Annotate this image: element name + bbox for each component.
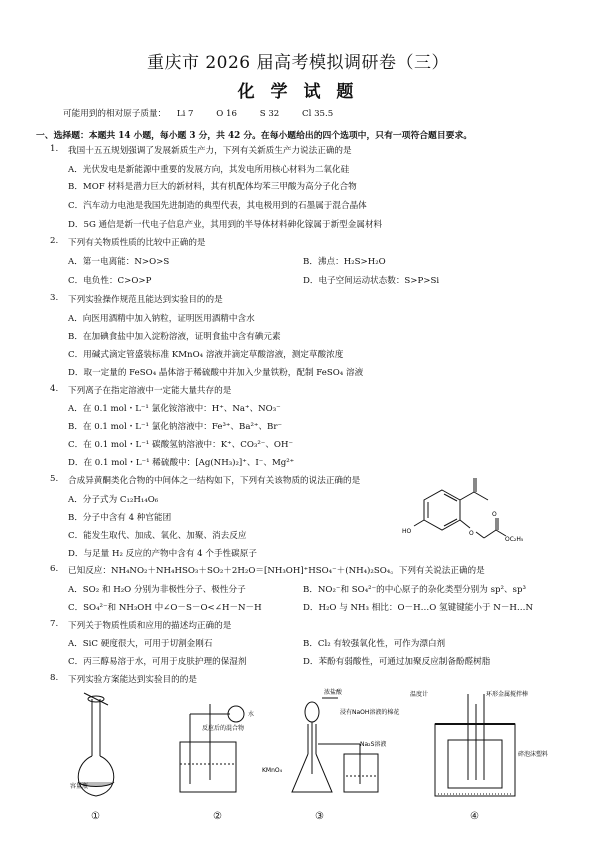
figure-number-4: ④ (470, 811, 479, 822)
q2-option-b: B．沸点：H₂S>H₂O (303, 257, 386, 267)
mass-cl: Cl 35.5 (302, 109, 334, 119)
label-naoh-cotton: 浸有NaOH溶液的棉花 (340, 709, 400, 716)
q2-number: 2. (50, 236, 59, 246)
q7-option-c: C．丙三醇易溶于水，可用于皮肤护理的保湿剂 (68, 657, 247, 667)
label-stirrer: 环形金属搅拌棒 (486, 691, 529, 698)
q7-option-d: D．苯酚有弱酸性，可通过加聚反应制备酚醛树脂 (303, 657, 491, 667)
label-volumetric-flask: 容量瓶 (70, 783, 89, 790)
q1-option-b: B．MOF 材料是潜力巨大的新材料，其有机配体均苯三甲酸为高分子化合物 (68, 182, 357, 192)
q6-option-d: D．H₂O 与 NH₃ 相比：O－H…O 氢键键能小于 N－H…N (303, 603, 534, 613)
q6-option-a: A．SO₂ 和 H₂O 分别为非极性分子、极性分子 (68, 585, 246, 595)
mass-li: Li 7 (176, 109, 194, 119)
figure-number-3: ③ (315, 811, 324, 822)
q4-option-c: C．在 0.1 mol・L⁻¹ 碳酸氢钠溶液中：K⁺、CO₃²⁻、OH⁻ (68, 440, 293, 450)
q4-option-d: D．在 0.1 mol・L⁻¹ 稀硫酸中：[Ag(NH₃)₂]⁺、I⁻、Mg²⁺ (68, 458, 295, 468)
label-foam: 碎泡沫塑料 (518, 751, 549, 758)
q5-option-b: B．分子中含有 4 种官能团 (68, 513, 172, 523)
q2-option-c: C．电负性：C>O>P (68, 276, 152, 286)
q1-option-a: A．光伏发电是新能源中重要的发展方向，其发电所用核心材料为二氧化硅 (68, 165, 350, 175)
apparatus-2-beaker (180, 704, 244, 792)
label-thermometer: 温度计 (410, 691, 429, 698)
label-conc-hcl: 浓盐酸 (324, 689, 343, 696)
struct-ethoxy-label: OC₂H₅ (505, 536, 524, 543)
struct-ho-label: HO (402, 528, 412, 535)
label-kmno4: KMnO₄ (262, 767, 283, 774)
q3-number: 3. (50, 293, 59, 303)
q5-option-c: C．能发生取代、加成、氧化、加聚、消去反应 (68, 531, 247, 541)
q7-option-b: B．Cl₂ 有较强氧化性，可作为漂白剂 (303, 639, 446, 649)
q7-stem: 下列关于物质性质和应用的描述均正确的是 (68, 621, 232, 631)
q5-stem: 合成异黄酮类化合物的中间体之一结构如下，下列有关该物质的说法正确的是 (68, 476, 361, 486)
label-mixture: 反应后的混合物 (202, 725, 245, 732)
q2-option-d: D．电子空间运动状态数：S>P>Si (303, 276, 440, 286)
q3-option-c: C．用碱式滴定管盛装标准 KMnO₄ 溶液并滴定草酸溶液，测定草酸浓度 (68, 350, 344, 360)
q5-number: 5. (50, 474, 59, 484)
q8-apparatus-figures (40, 684, 560, 809)
q2-stem: 下列有关物质性质的比较中正确的是 (68, 238, 206, 248)
subject-title: 化 学 试 题 (237, 82, 359, 102)
q5-option-d: D．与足量 H₂ 反应的产物中含有 4 个手性碳原子 (68, 549, 257, 559)
q1-stem: 我国十五五规划强调了发展新质生产力，下列有关新质生产力说法正确的是 (68, 146, 352, 156)
q5-option-a: A．分子式为 C₁₂H₁₄O₆ (68, 495, 159, 505)
q8-number: 8. (50, 673, 59, 683)
q6-option-c: C．SO₄²⁻和 NH₃OH 中∠O－S－O<∠H－N－H (68, 603, 262, 613)
struct-carbonyl-o-label: O (492, 511, 497, 518)
q6-number: 6. (50, 564, 59, 574)
q4-option-b: B．在 0.1 mol・L⁻¹ 氯化钠溶液中：Fe³⁺、Ba²⁺、Br⁻ (68, 422, 283, 432)
q6-stem: 已知反应：NH₄NO₂＋NH₄HSO₃＋SO₂＋2H₂O＝[NH₃OH]⁺HSO₄⁻＋(NH₄)₂SO₄。下列有关说法正确的是 (68, 566, 485, 576)
q3-option-d: D．取一定量的 FeSO₄ 晶体溶于稀硫酸中并加入少量铁粉，配制 FeSO₄ 溶液 (68, 368, 364, 378)
struct-ether-o-label: O (469, 530, 474, 537)
benzene-ring (424, 490, 460, 530)
q3-option-b: B．在加碘食盐中加入淀粉溶液，证明食盐中含有碘元素 (68, 332, 281, 342)
label-na2s: Na₂S溶液 (360, 741, 387, 748)
q1-option-d: D．5G 通信是新一代电子信息产业，其用到的半导体材料砷化镓属于新型金属材料 (68, 220, 383, 230)
exam-title: 重庆市 2026 届高考模拟调研卷（三） (146, 53, 450, 73)
mass-s: S 32 (259, 109, 280, 119)
q1-option-c: C．汽车动力电池是我国先进制造的典型代表，其电极用到的石墨属于混合晶体 (68, 201, 367, 211)
figure-number-1: ① (91, 811, 100, 822)
mass-o: O 16 (216, 109, 237, 119)
q4-number: 4. (50, 384, 59, 394)
apparatus-4-calorimeter (435, 694, 515, 796)
q7-option-a: A．SiC 硬度很大，可用于切割金刚石 (68, 639, 213, 649)
atomic-masses (63, 107, 353, 119)
figure-number-2: ② (213, 811, 222, 822)
q7-number: 7. (50, 619, 59, 629)
q4-stem: 下列离子在指定溶液中一定能大量共存的是 (68, 386, 232, 396)
atomic-masses-label: 可能用到的相对原子质量： (63, 109, 167, 119)
q5-molecule-structure (402, 470, 542, 560)
apparatus-1-volumetric-flask (78, 693, 114, 796)
q3-option-a: A．向医用酒精中加入钠粒，证明医用酒精中含水 (68, 314, 255, 324)
q4-option-a: A．在 0.1 mol・L⁻¹ 氯化铵溶液中：H⁺、Na⁺、NO₃⁻ (68, 404, 281, 414)
q8-stem: 下列实验方案能达到实验目的的是 (68, 675, 197, 685)
label-water: 水 (248, 711, 255, 718)
q2-option-a: A．第一电离能：N>O>S (68, 257, 170, 267)
q6-option-b: B．NO₂⁻和 SO₄²⁻的中心原子的杂化类型分别为 sp²、sp³ (303, 585, 526, 595)
q1-number: 1. (50, 144, 59, 154)
section-heading: 一、选择题：本题共 14 小题，每小题 3 分，共 42 分。在每小题给出的四个选项中，只有一项符合题目要求。 (36, 131, 473, 141)
q3-stem: 下列实验操作规范且能达到实验目的的是 (68, 295, 223, 305)
